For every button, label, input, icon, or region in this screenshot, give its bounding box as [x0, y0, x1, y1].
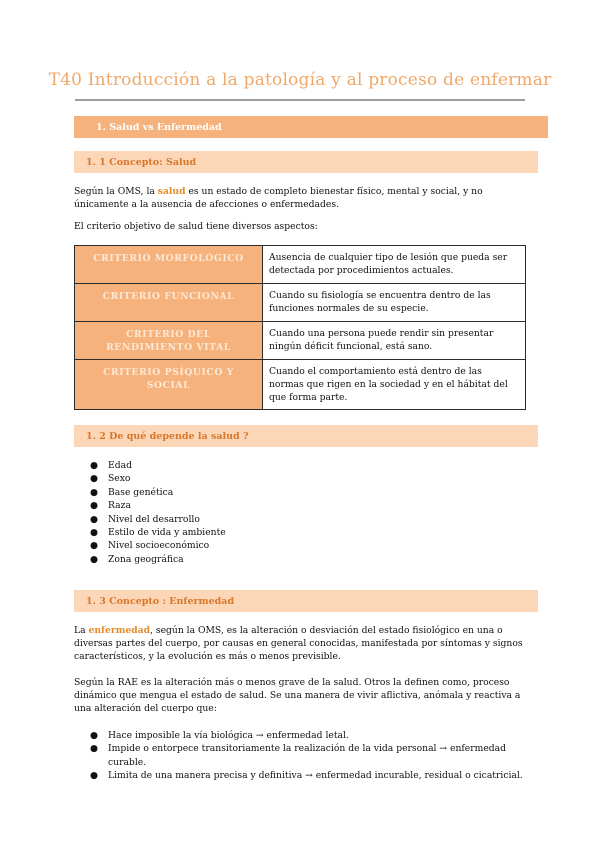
bullet-icon: ●: [90, 527, 99, 539]
criteria-label: CRITERIO MORFOLÓGICO: [75, 246, 263, 284]
highlight-enfermedad: enfermedad: [88, 625, 151, 636]
subsection-heading-concepto-salud: 1. 1 Concepto: Salud: [74, 151, 538, 173]
list-item: ● Nivel del desarrollo: [90, 513, 200, 525]
paragraph-rae: Según la RAE es la alteración más o menos grave de la salud. Otros la definen como, proceso dinámico que mengua el estado de salud. Se una manera de vivir aflictiva, anómala y reactiva a una alteración del cuerpo que:: [74, 677, 521, 714]
paragraph-oms-salud: Según la OMS, la salud es un estado de completo bienestar físico, mental y social, y no únicamente a la ausencia de afecciones o enfermedades.: [74, 186, 483, 210]
outcomes-list: [74, 729, 534, 783]
bullet-icon: ●: [90, 500, 99, 512]
document-title: T40 Introducción a la patología y al proceso de enfermar: [48, 70, 552, 90]
criteria-description: Cuando el comportamiento está dentro de las normas que rigen en la sociedad y en el hábitat del que forma parte.: [263, 360, 526, 410]
bullet-icon: ●: [90, 540, 99, 552]
bullet-icon: ●: [90, 486, 99, 498]
criteria-label: CRITERIO FUNCIONAL: [75, 284, 263, 322]
title-rule: [75, 99, 525, 101]
criteria-description: Cuando una persona puede rendir sin presentar ningún déficit funcional, está sano.: [263, 322, 526, 360]
paragraph-criterio: El criterio objetivo de salud tiene diversos aspectos:: [74, 221, 318, 232]
bullet-icon: ●: [90, 730, 99, 741]
bullet-icon: ●: [90, 743, 99, 755]
table-row: [75, 284, 526, 322]
list-item: ● Edad: [90, 460, 132, 471]
bullet-icon: ●: [90, 770, 99, 782]
subsection-heading-de-que-depende: 1. 2 De qué depende la salud ?: [74, 425, 538, 447]
list-item: ● Sexo: [90, 473, 131, 485]
table-row: [75, 360, 526, 410]
list-item: ● Estilo de vida y ambiente: [90, 527, 226, 539]
highlight-salud: salud: [157, 186, 186, 197]
bullet-icon: ●: [90, 553, 99, 565]
criteria-label: CRITERIO DEL RENDIMIENTO VITAL: [75, 322, 263, 360]
criteria-description: Ausencia de cualquier tipo de lesión que pueda ser detectada por procedimientos actuales.: [263, 246, 526, 284]
bullet-icon: ●: [90, 513, 99, 525]
list-item: ● Limita de una manera precisa y definitiva → enfermedad incurable, residual o cicatricial.: [90, 770, 523, 782]
table-row: [75, 322, 526, 360]
table-row: [75, 246, 526, 284]
list-item: ● Nivel socioeconómico: [90, 540, 210, 552]
criteria-label: CRITERIO PSÍQUICO Y SOCIAL: [75, 360, 263, 410]
list-item: ● Raza: [90, 500, 131, 512]
list-item: ● Zona geográfica: [90, 553, 184, 565]
list-item: ● Base genética: [90, 486, 174, 498]
bullet-icon: ●: [90, 473, 99, 485]
paragraph-oms-enfermedad: La enfermedad, según la OMS, es la alteración o desviación del estado fisiológico en una o diversas partes del cuerpo, por causas en general conocidas, manifestada por síntomas y signos característicos, y la evolución es más o menos previsible.: [74, 625, 523, 662]
subsection-heading-concepto-enfermedad: 1. 3 Concepto : Enfermedad: [74, 590, 538, 612]
bullet-icon: ●: [90, 460, 99, 471]
section-heading-salud-vs-enfermedad: 1. Salud vs Enfermedad: [74, 116, 548, 138]
factors-list: [74, 459, 534, 566]
criteria-description: Cuando su fisiología se encuentra dentro de las funciones normales de su especie.: [263, 284, 526, 322]
list-item: ● Hace imposible la vía biológica → enfermedad letal.: [90, 730, 349, 741]
criteria-table: [74, 245, 526, 410]
list-item: ● Impide o entorpece transitoriamente la realización de la vida personal → enfermedad curable.: [90, 743, 506, 768]
